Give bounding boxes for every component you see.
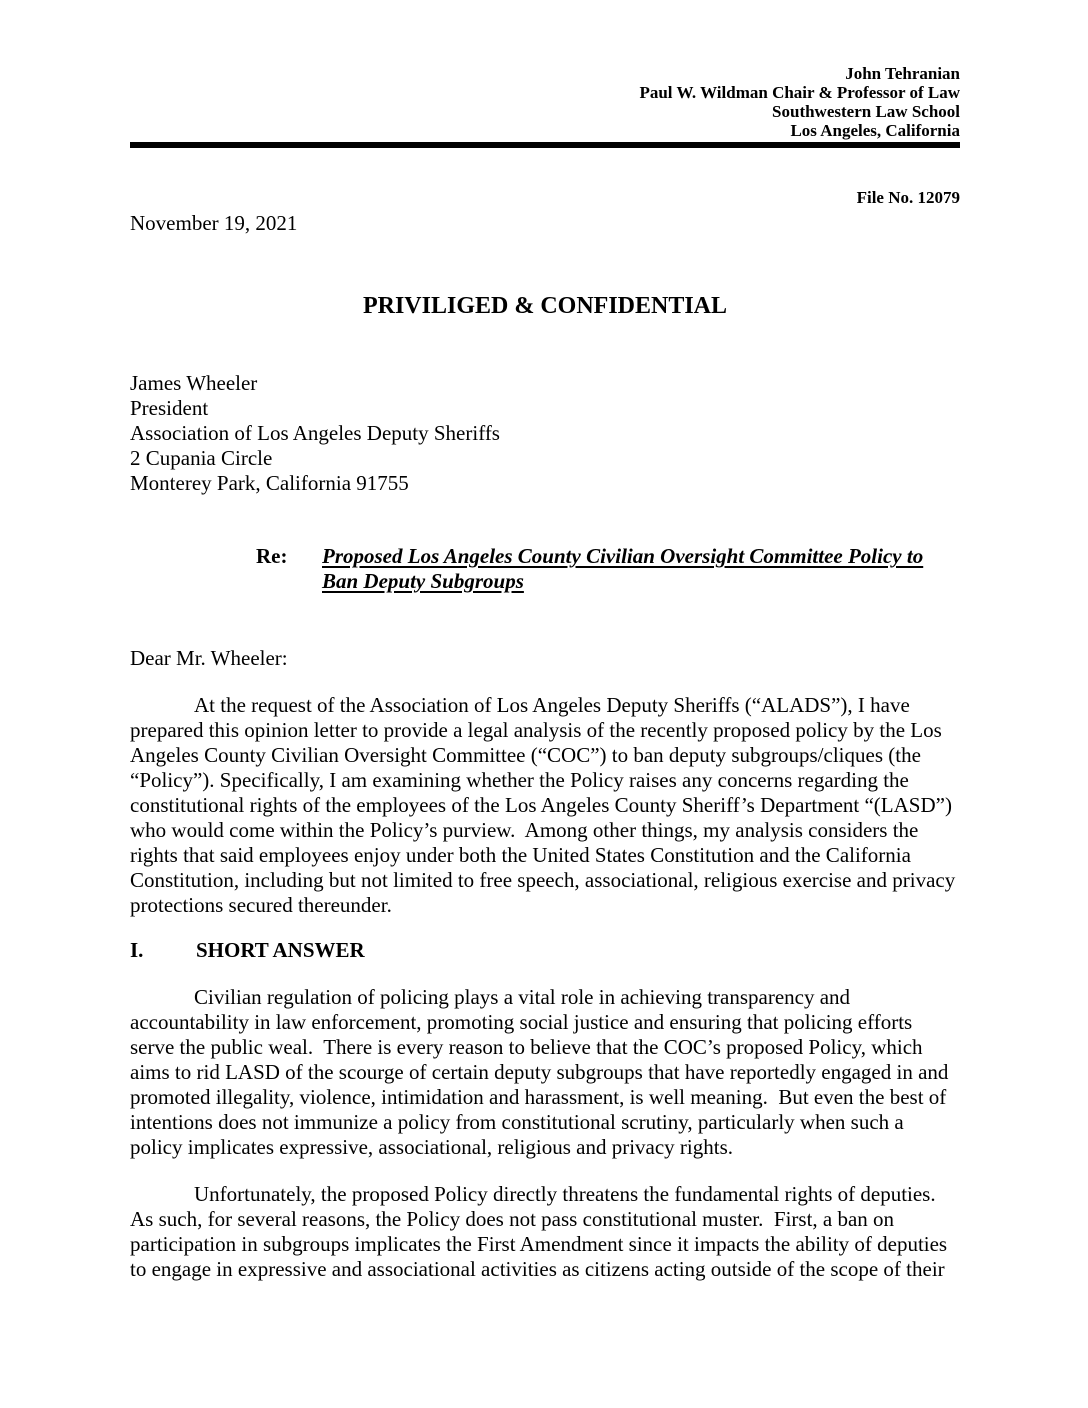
salutation: Dear Mr. Wheeler: <box>130 646 288 670</box>
section-number: I. <box>130 938 144 962</box>
file-number: File No. 12079 <box>856 188 960 207</box>
recipient-title: President <box>130 396 209 420</box>
letter-date: November 19, 2021 <box>130 211 298 235</box>
re-subject: Proposed Los Angeles County Civilian Oversight Committee Policy to Ban Deputy Subgroups <box>322 544 924 593</box>
section-paragraph-2: Unfortunately, the proposed Policy directly threatens the fundamental rights of deputies. As such, for several reasons, the Policy does not pass constitutional muster. First, a ban on participation in subgroups implicates the First Amendment since it impacts the ability of deputies to engage in expressive and associational activities as citizens acting outside of the scope of their <box>130 1182 953 1281</box>
re-line <box>130 544 960 594</box>
letterhead-institution: Southwestern Law School <box>772 102 960 121</box>
recipient-city-state-zip: Monterey Park, California 91755 <box>130 471 409 495</box>
re-label: Re: <box>256 544 288 568</box>
letterhead-location: Los Angeles, California <box>790 121 960 140</box>
section-paragraph-1: Civilian regulation of policing plays a vital role in achieving transparency and accountability in law enforcement, promoting social justice and ensuring that policing efforts serve the public weal. There is every reason to believe that the COC’s proposed Policy, which aims to rid LASD of the scourge of certain deputy subgroups that have reportedly engaged in and promoted illegality, violence, intimidation and harassment, is well meaning. But even the best of intentions does not immunize a policy from constitutional scrutiny, particularly when such a policy implicates expressive, associational, religious and privacy rights. <box>130 985 954 1159</box>
recipient-organization: Association of Los Angeles Deputy Sheriffs <box>130 421 500 445</box>
intro-paragraph: At the request of the Association of Los Angeles Deputy Sheriffs (“ALADS”), I have prepared this opinion letter to provide a legal analysis of the recently proposed policy by the Los Angeles County Civilian Oversight Committee (“COC”) to ban deputy subgroups/cliques (the “Policy”). Specifically, I am examining whether the Policy raises any concerns regarding the constitutional rights of the employees of the Los Angeles County Sheriff’s Department “(LASD”) who would come within the Policy’s purview. Among other things, my analysis considers the rights that said employees enjoy under both the United States Constitution and the California Constitution, including but not limited to free speech, associational, religious exercise and privacy protections secured thereunder. <box>130 693 961 917</box>
recipient-address-block <box>130 371 960 496</box>
letterhead <box>130 64 960 140</box>
letterhead-divider-rule <box>130 142 960 148</box>
recipient-street: 2 Cupania Circle <box>130 446 273 470</box>
confidentiality-title: PRIVILIGED & CONFIDENTIAL <box>362 293 728 319</box>
section-heading-short-answer <box>130 938 960 963</box>
letterhead-author-name: John Tehranian <box>845 64 960 83</box>
section-title: SHORT ANSWER <box>196 938 365 962</box>
letterhead-author-title: Paul W. Wildman Chair & Professor of Law <box>639 83 960 102</box>
recipient-name: James Wheeler <box>130 371 258 395</box>
